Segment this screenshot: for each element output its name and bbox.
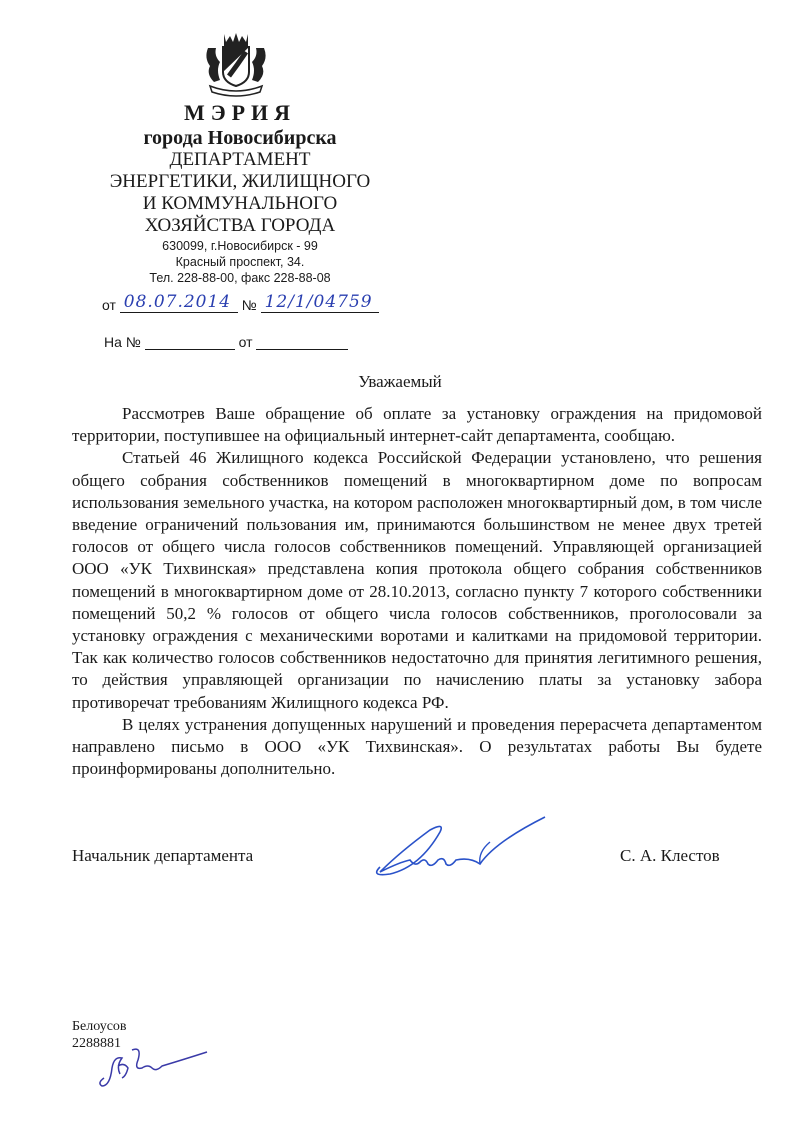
- address-line: Красный проспект, 34.: [175, 255, 305, 269]
- handwritten-date: 08.07.2014: [123, 292, 232, 312]
- handwritten-number: 12/1/04759: [264, 292, 373, 312]
- paragraph: Статьей 46 Жилищного кодекса Российской Федерации установлено, что решения общего собрания собственников помещений в многоквартирном доме по вопросам использования земельного участка, на котором расположен многоквартирный дом, в том числе введение ограничений пользования им, принимаются большинством не менее двух третей голосов от общего числа голосов собственников помещений. Управляющей организацией ООО «УК Тихвинская» представлена копия протокола общего собрания собственников помещений в многоквартирном доме от 28.10.2013, согласно пункту 7 которого собственники помещений 50,2 % голосов от общего числа голосов собственников, проголосовали за установку ограждения с механическими воротами и калитками на придомовой территории. Так как количество голосов собственников недостаточно для принятия легитимного решения, то действия управляющей организации по начислению платы за установку забора противоречат требованиям Жилищного кодекса РФ.: [72, 448, 762, 712]
- reply-from-label: от: [238, 334, 253, 350]
- department-line: ДЕПАРТАМЕНТ: [169, 149, 311, 170]
- reply-reference-line: [104, 333, 348, 350]
- city-name: города Новосибирска: [143, 127, 337, 149]
- number-field: [261, 292, 379, 313]
- paragraph: В целях устранения допущенных нарушений и проведения перерасчета департаментом направлено письмо в ООО «УК Тихвинская». О результатах работы Вы будете проинформированы дополнительно.: [72, 714, 762, 779]
- letter-body: [72, 403, 762, 780]
- reply-to-label: На №: [104, 334, 141, 350]
- number-label: №: [241, 297, 257, 313]
- executor-name: Белоусов: [72, 1019, 127, 1034]
- coat-of-arms-icon: [196, 30, 276, 100]
- signature-icon: [360, 812, 560, 882]
- executor-initials-icon: [92, 1038, 212, 1088]
- reply-date-field: [256, 333, 348, 350]
- greeting: Уважаемый: [358, 372, 442, 391]
- date-field: [120, 292, 238, 313]
- department-line: ЭНЕРГЕТИКИ, ЖИЛИЩНОГО: [109, 171, 371, 192]
- department-line: ХОЗЯЙСТВА ГОРОДА: [144, 215, 336, 236]
- signer-name: С. А. Клестов: [620, 846, 720, 865]
- department-line: И КОММУНАЛЬНОГО: [142, 193, 338, 214]
- org-title: МЭРИЯ: [183, 100, 297, 125]
- paragraph: Рассмотрев Ваше обращение об оплате за установку ограждения на придомовой территории, поступившее на официальный интернет-сайт департамента, сообщаю.: [72, 404, 762, 446]
- phone-fax-line: Тел. 228-88-00, факс 228-88-08: [149, 271, 331, 285]
- from-label: от: [102, 297, 116, 313]
- reply-number-field: [145, 333, 235, 350]
- registration-line: [102, 292, 379, 313]
- address-line: 630099, г.Новосибирск - 99: [162, 239, 318, 253]
- signer-position: Начальник департамента: [72, 846, 254, 865]
- executor-phone: 2288881: [72, 1036, 121, 1051]
